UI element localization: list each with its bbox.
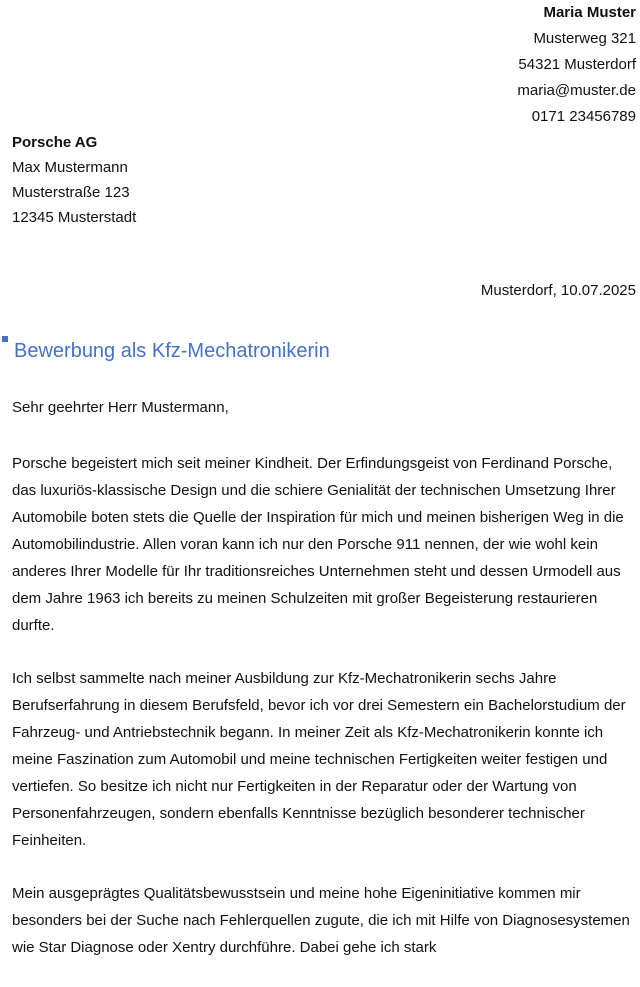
sender-city: 54321 Musterdorf (518, 56, 636, 73)
recipient-street: Musterstraße 123 (12, 184, 130, 201)
recipient-city: 12345 Musterstadt (12, 209, 137, 226)
letter-subject: Bewerbung als Kfz-Mechatronikerin (14, 340, 330, 362)
sender-name: Maria Muster (543, 4, 636, 21)
letter-date: Musterdorf, 10.07.2025 (480, 282, 636, 299)
sender-email: maria@muster.de (517, 82, 636, 99)
sender-address (517, 0, 636, 130)
letter-body (12, 450, 636, 987)
recipient-address (12, 130, 136, 230)
heading-marker (2, 336, 8, 342)
recipient-contact: Max Mustermann (12, 159, 128, 176)
sender-street: Musterweg 321 (533, 30, 636, 47)
paragraph-3: Mein ausgeprägtes Qualitätsbewusstsein und meine hohe Eigeninitiative kommen mir besonders bei der Suche nach Fehlerquellen zugute, die ich mit Hilfe von Diagnosesystemen wie Star Diagnose oder Xentry durchführe. Dabei gehe ich stark (12, 885, 630, 956)
paragraph-1: Porsche begeistert mich seit meiner Kindheit. Der Erfindungsgeist von Ferdinand Porsche, das luxuriös-klassische Design und die schiere Genialität der technischen Umsetzung Ihrer Automobile boten stets die Quelle der Inspiration für mich und meinen bisherigen Weg in die Automobilindustrie. Allen voran kann ich nur den Porsche 911 nennen, der wie wohl kein anderes Ihrer Modelle für Ihr traditionsreiches Unternehmen steht und dessen Urmodell aus dem Jahre 1963 ich bereits zu meinen Schulzeiten mit großer Begeisterung restaurieren durfte. (12, 455, 624, 634)
paragraph-2: Ich selbst sammelte nach meiner Ausbildung zur Kfz-Mechatronikerin sechs Jahre Berufserfahrung in diesem Berufsfeld, bevor ich vor drei Semestern ein Bachelorstudium der Fahrzeug- und Antriebstechnik begann. In meiner Zeit als Kfz-Mechatronikerin konnte ich meine Faszination zum Automobil und meine technischen Fertigkeiten weiter festigen und vertiefen. So besitze ich nicht nur Fertigkeiten in der Reparatur oder der Wartung von Personenfahrzeugen, sondern ebenfalls Kenntnisse bezüglich besonderer technischer Feinheiten. (12, 670, 626, 849)
salutation: Sehr geehrter Herr Mustermann, (12, 399, 229, 416)
sender-phone: 0171 23456789 (531, 108, 636, 125)
recipient-company: Porsche AG (12, 134, 98, 151)
